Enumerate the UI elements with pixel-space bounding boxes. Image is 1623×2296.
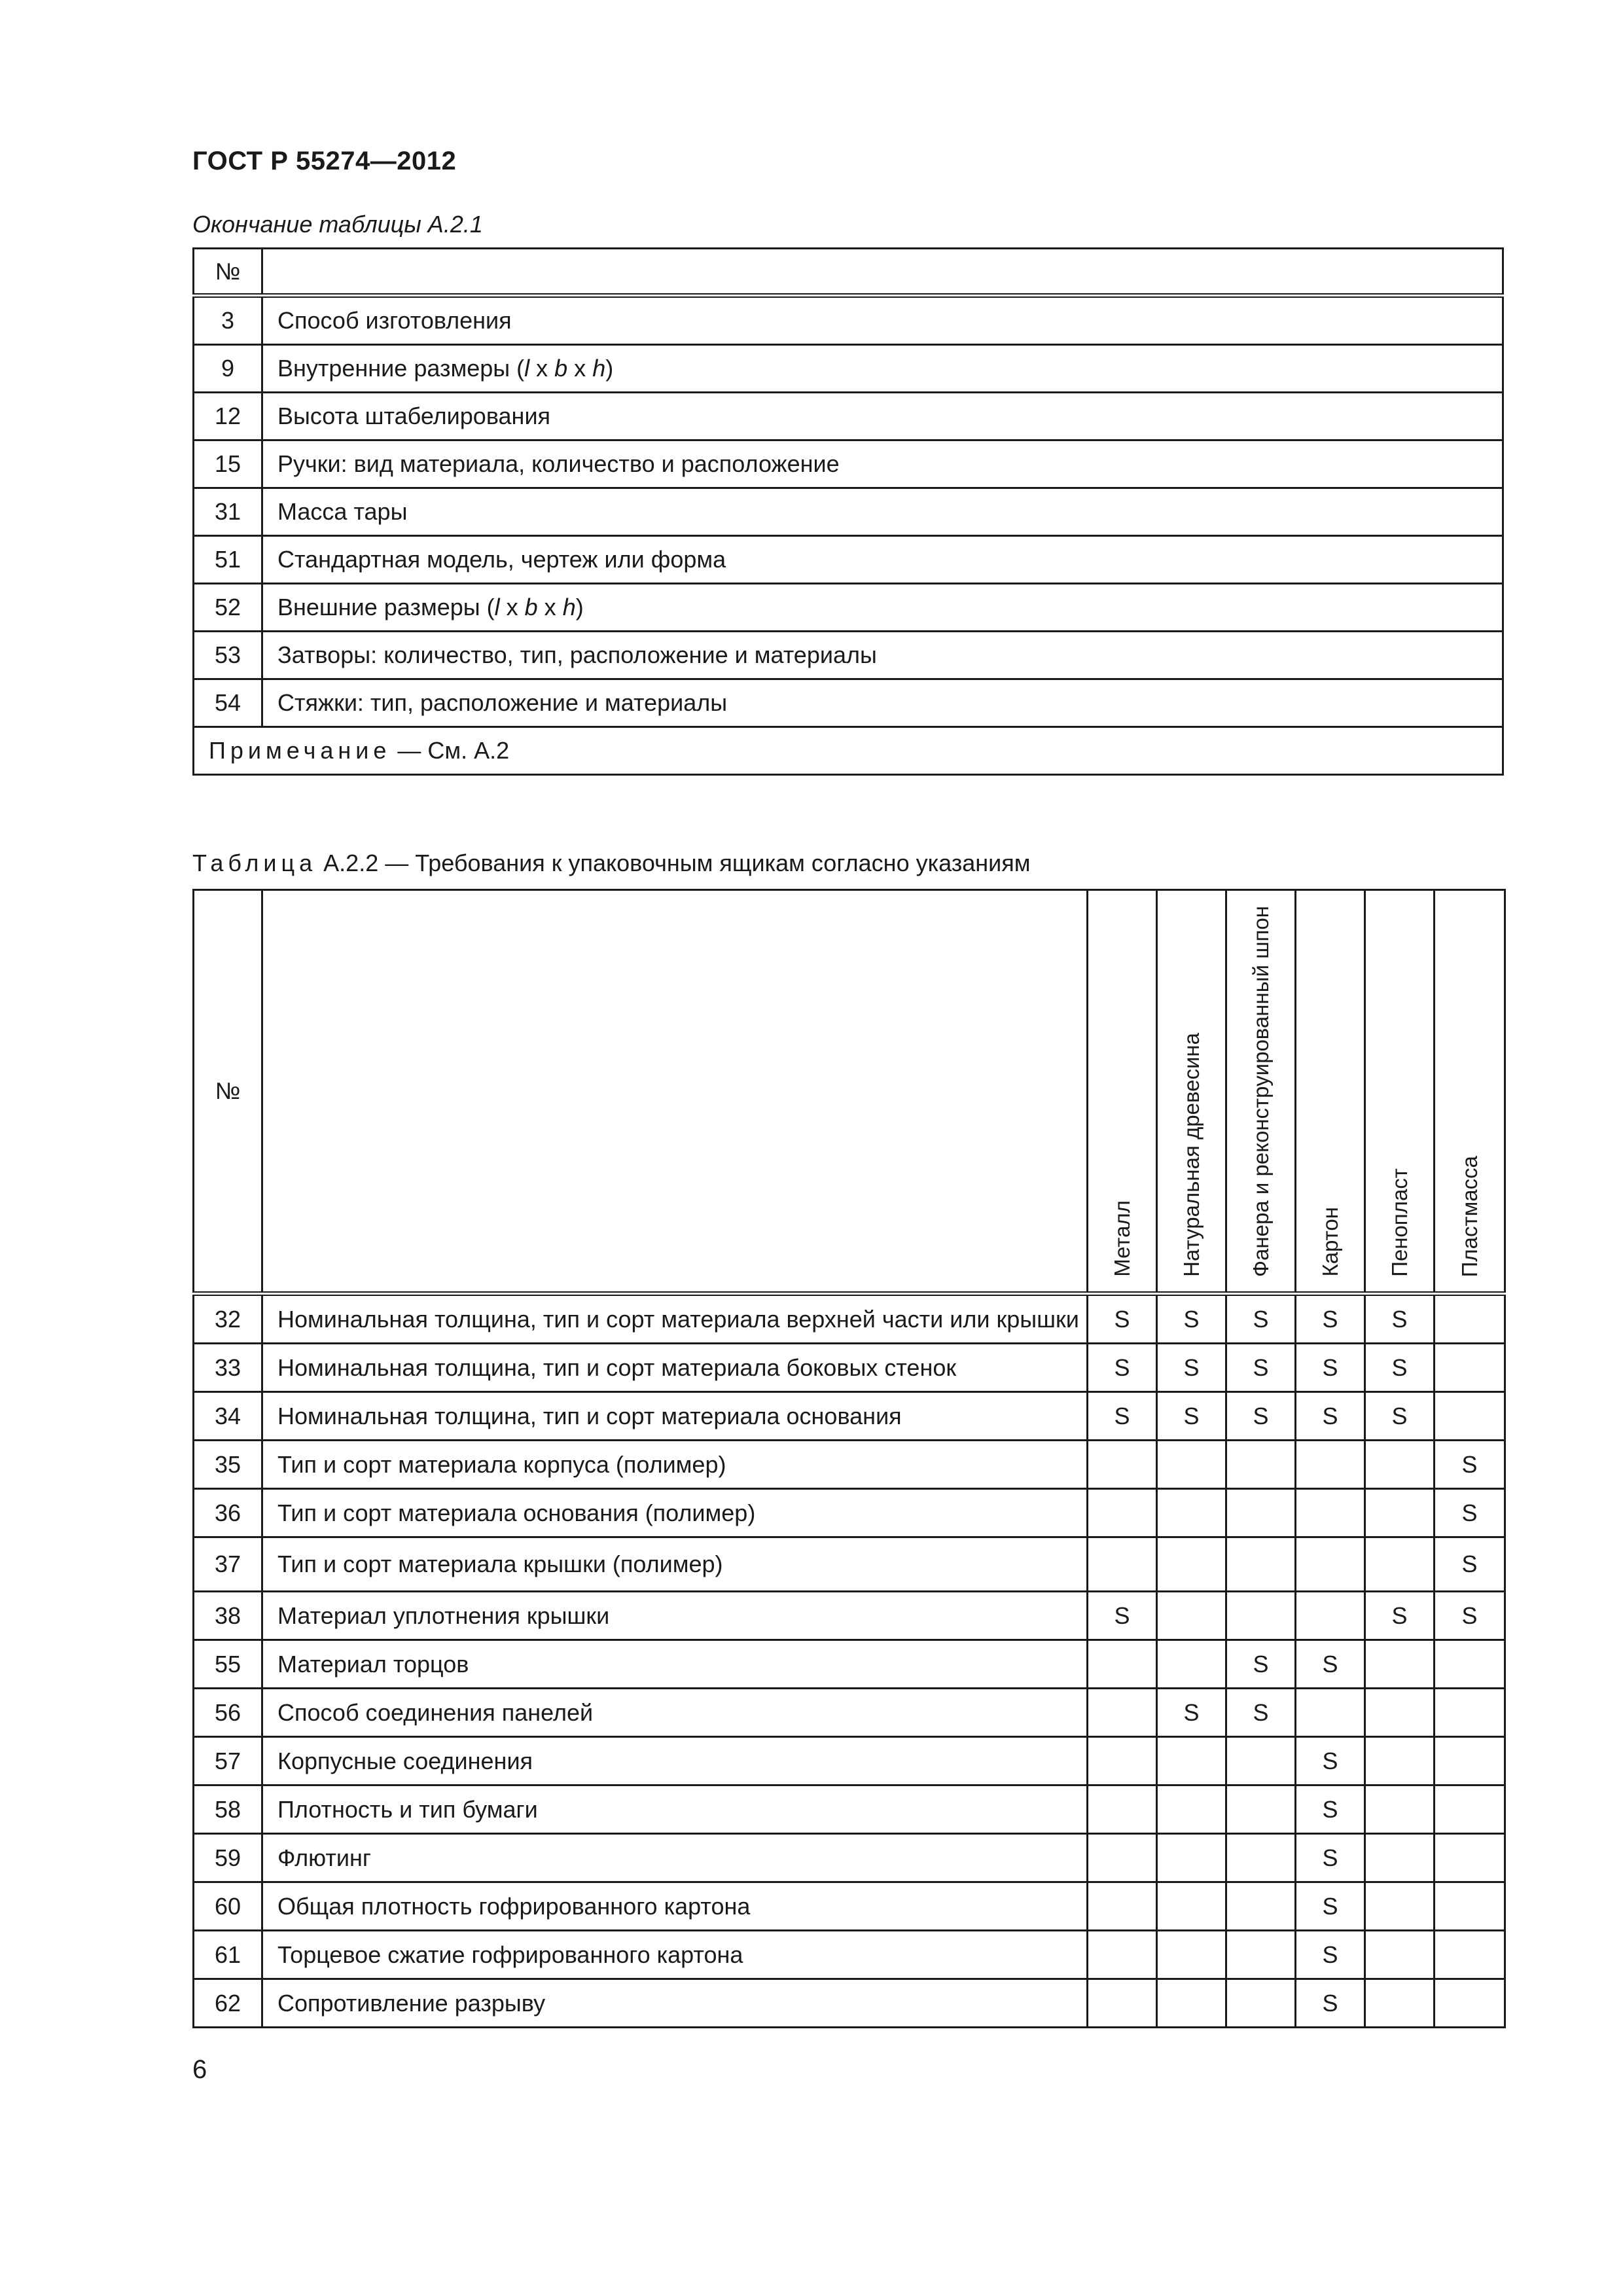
dim-l: l	[524, 355, 530, 382]
requirement-mark	[1226, 1834, 1296, 1882]
page-number: 6	[192, 2055, 207, 2084]
requirement-mark: S	[1088, 1592, 1157, 1640]
requirement-mark	[1435, 1392, 1505, 1441]
requirement-mark	[1157, 1592, 1226, 1640]
requirement-mark	[1226, 1737, 1296, 1785]
requirement-mark: S	[1435, 1592, 1505, 1640]
material-label: Картон	[1317, 1207, 1342, 1277]
row-number: 54	[194, 679, 262, 727]
requirement-mark	[1157, 1737, 1226, 1785]
requirement-mark: S	[1296, 1834, 1365, 1882]
requirement-mark	[1365, 1689, 1435, 1737]
requirement-mark	[1435, 1882, 1505, 1931]
requirement-mark	[1435, 1979, 1505, 2028]
row-description: Тип и сорт материала основания (полимер)	[262, 1489, 1088, 1537]
requirement-mark: S	[1157, 1392, 1226, 1441]
requirement-mark	[1435, 1344, 1505, 1392]
requirement-mark	[1296, 1441, 1365, 1489]
requirement-mark	[1157, 1979, 1226, 2028]
times-sign: x	[529, 355, 555, 382]
row-description: Масса тары	[262, 488, 1503, 536]
requirement-mark: S	[1088, 1392, 1157, 1441]
row-number: 32	[194, 1294, 262, 1344]
row-number: 37	[194, 1537, 262, 1592]
row-number: 57	[194, 1737, 262, 1785]
requirement-mark	[1296, 1592, 1365, 1640]
row-description: Тип и сорт материала корпуса (полимер)	[262, 1441, 1088, 1489]
requirement-mark	[1435, 1737, 1505, 1785]
requirement-mark	[1088, 1931, 1157, 1979]
row-number: 53	[194, 632, 262, 679]
row-number: 62	[194, 1979, 262, 2028]
requirement-mark	[1226, 1785, 1296, 1834]
text-part: Внешние размеры (	[277, 594, 495, 620]
row-description	[262, 584, 1503, 632]
row-description: Общая плотность гофрированного картона	[262, 1882, 1088, 1931]
row-number: 59	[194, 1834, 262, 1882]
row-number: 15	[194, 440, 262, 488]
requirement-mark: S	[1296, 1737, 1365, 1785]
requirement-mark: S	[1365, 1392, 1435, 1441]
material-header	[1296, 890, 1365, 1294]
col-number-header: №	[194, 890, 262, 1294]
row-number: 52	[194, 584, 262, 632]
requirement-mark	[1088, 1640, 1157, 1689]
row-description: Номинальная толщина, тип и сорт материала боковых стенок	[262, 1344, 1088, 1392]
dim-h: h	[592, 355, 606, 382]
table2-body	[194, 1294, 1505, 2028]
requirement-mark	[1157, 1537, 1226, 1592]
table-row	[194, 440, 1503, 488]
requirement-mark	[1157, 1489, 1226, 1537]
table-row	[194, 1344, 1505, 1392]
requirement-mark	[1157, 1834, 1226, 1882]
dim-b: b	[524, 594, 538, 620]
material-header	[1088, 890, 1157, 1294]
requirement-mark	[1088, 1537, 1157, 1592]
note-label: Примечание	[209, 737, 391, 764]
row-description: Высота штабелирования	[262, 393, 1503, 440]
table-row	[194, 1689, 1505, 1737]
table-row	[194, 1640, 1505, 1689]
table-row	[194, 536, 1503, 584]
row-number: 55	[194, 1640, 262, 1689]
requirement-mark	[1157, 1785, 1226, 1834]
requirement-mark	[1365, 1489, 1435, 1537]
material-label: Фанера и реконструированный шпон	[1248, 905, 1273, 1277]
table2-caption-label: Таблица	[192, 850, 317, 876]
requirement-mark	[1088, 1834, 1157, 1882]
row-description: Материал уплотнения крышки	[262, 1592, 1088, 1640]
table-row	[194, 1737, 1505, 1785]
table-row	[194, 632, 1503, 679]
requirement-mark	[1088, 1737, 1157, 1785]
requirement-mark	[1435, 1294, 1505, 1344]
requirement-mark: S	[1365, 1294, 1435, 1344]
row-description: Затворы: количество, тип, расположение и материалы	[262, 632, 1503, 679]
material-label: Пенопласт	[1387, 1168, 1412, 1277]
requirement-mark: S	[1296, 1640, 1365, 1689]
requirement-mark: S	[1226, 1689, 1296, 1737]
requirement-mark	[1365, 1785, 1435, 1834]
row-description: Плотность и тип бумаги	[262, 1785, 1088, 1834]
requirement-mark: S	[1157, 1689, 1226, 1737]
requirement-mark: S	[1296, 1392, 1365, 1441]
row-description: Корпусные соединения	[262, 1737, 1088, 1785]
requirement-mark: S	[1365, 1344, 1435, 1392]
text-part: )	[575, 594, 584, 620]
row-description: Флютинг	[262, 1834, 1088, 1882]
row-description: Торцевое сжатие гофрированного картона	[262, 1931, 1088, 1979]
table-row	[194, 1931, 1505, 1979]
table-row	[194, 488, 1503, 536]
table-row	[194, 1785, 1505, 1834]
row-number: 56	[194, 1689, 262, 1737]
row-description: Материал торцов	[262, 1640, 1088, 1689]
requirement-mark: S	[1435, 1489, 1505, 1537]
row-description: Стяжки: тип, расположение и материалы	[262, 679, 1503, 727]
requirement-mark	[1435, 1785, 1505, 1834]
row-number: 35	[194, 1441, 262, 1489]
requirement-mark	[1088, 1882, 1157, 1931]
requirement-mark: S	[1088, 1344, 1157, 1392]
requirement-mark	[1365, 1882, 1435, 1931]
requirement-mark	[1226, 1882, 1296, 1931]
requirement-mark	[1157, 1640, 1226, 1689]
table-row	[194, 1537, 1505, 1592]
requirement-mark	[1226, 1441, 1296, 1489]
requirement-mark	[1365, 1834, 1435, 1882]
row-description: Способ изготовления	[262, 296, 1503, 345]
requirement-mark	[1435, 1689, 1505, 1737]
table-row	[194, 296, 1503, 345]
document-header: ГОСТ Р 55274—2012	[192, 147, 457, 175]
requirement-mark: S	[1296, 1344, 1365, 1392]
requirement-mark	[1157, 1441, 1226, 1489]
requirement-mark	[1365, 1441, 1435, 1489]
requirement-mark	[1435, 1640, 1505, 1689]
row-number: 9	[194, 345, 262, 393]
row-number: 34	[194, 1392, 262, 1441]
table-a21-end	[192, 247, 1504, 776]
requirement-mark: S	[1296, 1294, 1365, 1344]
requirement-mark	[1226, 1979, 1296, 2028]
requirement-mark	[1088, 1689, 1157, 1737]
material-header	[1226, 890, 1296, 1294]
times-sign: x	[567, 355, 593, 382]
requirement-mark: S	[1296, 1979, 1365, 2028]
row-number: 61	[194, 1931, 262, 1979]
requirement-mark: S	[1226, 1344, 1296, 1392]
requirement-mark: S	[1296, 1785, 1365, 1834]
dim-l: l	[494, 594, 500, 620]
table2-caption	[192, 850, 1031, 877]
requirement-mark	[1435, 1931, 1505, 1979]
table-row	[194, 1592, 1505, 1640]
requirement-mark	[1088, 1441, 1157, 1489]
table-row	[194, 345, 1503, 393]
requirement-mark	[1435, 1834, 1505, 1882]
requirement-mark	[1226, 1592, 1296, 1640]
row-number: 12	[194, 393, 262, 440]
requirement-mark	[1296, 1489, 1365, 1537]
requirement-mark: S	[1226, 1392, 1296, 1441]
table1-caption: Окончание таблицы А.2.1	[192, 211, 483, 238]
requirement-mark: S	[1435, 1441, 1505, 1489]
row-number: 60	[194, 1882, 262, 1931]
row-number: 36	[194, 1489, 262, 1537]
row-description: Тип и сорт материала крышки (полимер)	[262, 1537, 1088, 1592]
text-part: Внутренние размеры (	[277, 355, 525, 382]
table-row	[194, 393, 1503, 440]
table-row	[194, 1882, 1505, 1931]
requirement-mark	[1296, 1537, 1365, 1592]
requirement-mark	[1365, 1640, 1435, 1689]
requirement-mark: S	[1226, 1294, 1296, 1344]
table-row	[194, 584, 1503, 632]
table-row	[194, 1489, 1505, 1537]
material-label: Натуральная древесина	[1179, 1033, 1204, 1277]
requirement-mark	[1365, 1537, 1435, 1592]
row-description: Сопротивление разрыву	[262, 1979, 1088, 2028]
row-description: Номинальная толщина, тип и сорт материала основания	[262, 1392, 1088, 1441]
material-label: Металл	[1109, 1200, 1134, 1277]
table-row	[194, 1979, 1505, 2028]
row-description: Ручки: вид материала, количество и расположение	[262, 440, 1503, 488]
requirement-mark	[1365, 1979, 1435, 2028]
row-number: 3	[194, 296, 262, 345]
requirement-mark: S	[1435, 1537, 1505, 1592]
requirement-mark	[1157, 1931, 1226, 1979]
requirement-mark: S	[1088, 1294, 1157, 1344]
row-number: 33	[194, 1344, 262, 1392]
table-row	[194, 1294, 1505, 1344]
dim-b: b	[554, 355, 568, 382]
requirement-mark	[1365, 1737, 1435, 1785]
table-row	[194, 1441, 1505, 1489]
requirement-mark: S	[1365, 1592, 1435, 1640]
note-text: — См. А.2	[391, 737, 510, 764]
table2-caption-text: А.2.2 — Требования к упаковочным ящикам согласно указаниям	[317, 850, 1031, 876]
table-row	[194, 679, 1503, 727]
material-header	[1365, 890, 1435, 1294]
requirement-mark	[1088, 1979, 1157, 2028]
table-note	[194, 727, 1503, 775]
requirement-mark	[1296, 1689, 1365, 1737]
table-row	[194, 1834, 1505, 1882]
row-number: 51	[194, 536, 262, 584]
table-header-row	[194, 890, 1505, 1294]
requirement-mark	[1365, 1931, 1435, 1979]
text-part: )	[605, 355, 614, 382]
dim-h: h	[562, 594, 576, 620]
material-label: Пластмасса	[1457, 1155, 1482, 1277]
times-sign: x	[537, 594, 563, 620]
row-description: Номинальная толщина, тип и сорт материала верхней части или крышки	[262, 1294, 1088, 1344]
requirement-mark	[1226, 1489, 1296, 1537]
requirement-mark: S	[1296, 1882, 1365, 1931]
requirement-mark	[1226, 1931, 1296, 1979]
times-sign: x	[499, 594, 525, 620]
table-a22	[192, 889, 1506, 2028]
col-description-header	[262, 890, 1088, 1294]
requirement-mark: S	[1226, 1640, 1296, 1689]
row-number: 31	[194, 488, 262, 536]
requirement-mark: S	[1296, 1931, 1365, 1979]
row-description: Стандартная модель, чертеж или форма	[262, 536, 1503, 584]
col-number-header: №	[194, 249, 262, 296]
material-header	[1435, 890, 1505, 1294]
requirement-mark	[1088, 1785, 1157, 1834]
row-number: 58	[194, 1785, 262, 1834]
material-header	[1157, 890, 1226, 1294]
row-description	[262, 345, 1503, 393]
table-header-row	[194, 249, 1503, 296]
row-number: 38	[194, 1592, 262, 1640]
requirement-mark	[1088, 1489, 1157, 1537]
requirement-mark	[1226, 1537, 1296, 1592]
table-note-row	[194, 727, 1503, 775]
row-description: Способ соединения панелей	[262, 1689, 1088, 1737]
table-row	[194, 1392, 1505, 1441]
requirement-mark: S	[1157, 1294, 1226, 1344]
requirement-mark: S	[1157, 1344, 1226, 1392]
requirement-mark	[1157, 1882, 1226, 1931]
col-description-header	[262, 249, 1503, 296]
